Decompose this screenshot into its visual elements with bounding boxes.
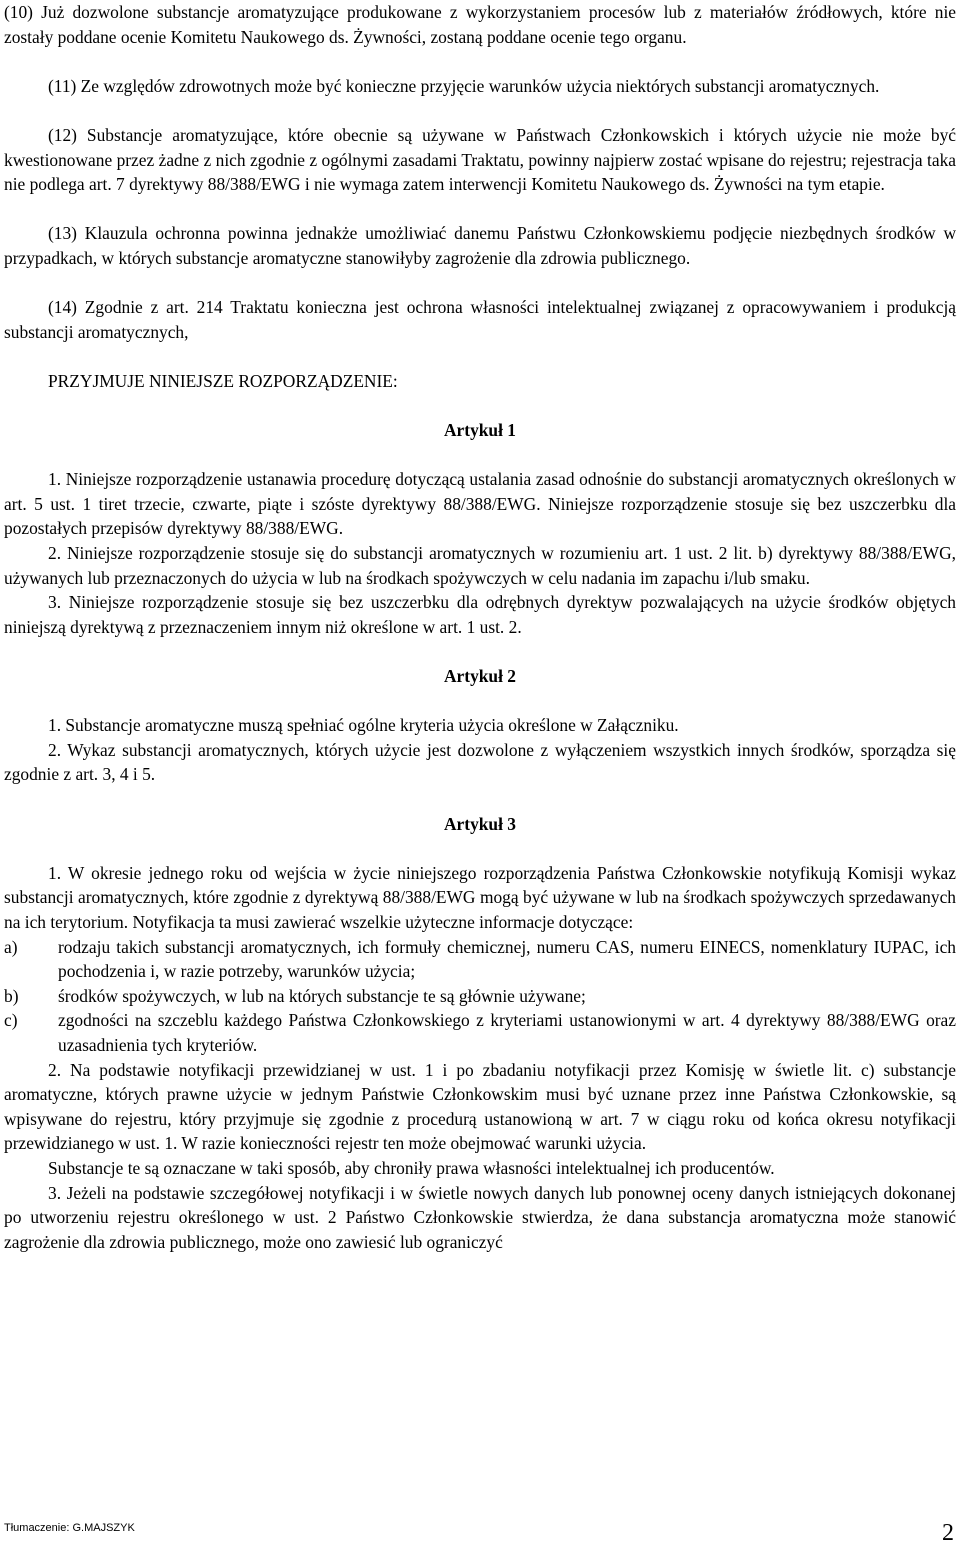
recital-12: (12) Substancje aromatyzujące, które obecnie są używane w Państwach Członkowskich i których użycie nie może być kwestionowane przez żadne z nich zgodnie z ogólnymi zasadami Traktatu, powinny najpierw zostać wpisane do rejestru; rejestracja taka nie podlega art. 7 dyrektywy 88/388/EWG i nie wymaga zatem interwencji Komitetu Naukowego ds. Żywności na tym etapie. bbox=[4, 124, 956, 195]
list-item-text: zgodności na szczeblu każdego Państwa Członkowskiego z kryteriami ustanowionymi w art. 4 dyrektywy 88/388/EWG oraz uzasadnienia tych kryteriów. bbox=[58, 1010, 956, 1055]
list-item-label: b) bbox=[4, 985, 19, 1006]
article-3-para-2b: Substancje te są oznaczane w taki sposób, aby chroniły prawa własności intelektualnej ich producentów. bbox=[48, 1157, 775, 1178]
article-3-para-3: 3. Jeżeli na podstawie szczegółowej notyfikacji i w świetle nowych danych lub ponownej oceny danych istniejących dokonanej po utworzeniu rejestru określonego w ust. 2 Państwo Członkowskie stwierdza, że dana substancja aromatyczna może stanowić zagrożenie dla zdrowia publicznego, może ono zawiesić lub ograniczyć bbox=[4, 1182, 956, 1252]
page-number: 2 bbox=[942, 1520, 954, 1546]
list-item bbox=[4, 1008, 956, 1057]
list-item-label: a) bbox=[4, 936, 18, 957]
recital-10: (10) Już dozwolone substancje aromatyzujące produkowane z wykorzystaniem procesów lub z materiałów źródłowych, które nie zostały poddane ocenie Komitetu Naukowego ds. Żywności, zostaną poddane ocenie tego organu. bbox=[4, 2, 956, 47]
recital-14: (14) Zgodnie z art. 214 Traktatu konieczna jest ochrona własności intelektualnej związanej z opracowywaniem i produkcją substancji aromatycznych, bbox=[4, 297, 956, 342]
list-item bbox=[4, 935, 956, 984]
article-1-heading: Artykuł 1 bbox=[444, 420, 516, 441]
list-item bbox=[4, 984, 956, 1009]
article-1-para-3: 3. Niniejsze rozporządzenie stosuje się bez uszczerbku dla odrębnych dyrektyw pozwalających na użycie środków objętych niniejszą dyrektywą z przeznaczeniem innym niż określone w art. 1 ust. 2. bbox=[4, 592, 956, 637]
list-item-label: c) bbox=[4, 1010, 18, 1031]
article-1-para-2: 2. Niniejsze rozporządzenie stosuje się do substancji aromatycznych w rozumieniu art. 1 ust. 2 lit. b) dyrektywy 88/388/EWG, używanych lub przeznaczonych do użycia w lub na środkach spożywczych w celu nadania im zapachu i/lub smaku. bbox=[4, 543, 956, 588]
article-2-heading: Artykuł 2 bbox=[444, 666, 516, 687]
list-item-text: rodzaju takich substancji aromatycznych, ich formuły chemicznej, numeru CAS, numeru EINECS, nomenklatury IUPAC, ich pochodzenia i, w razie potrzeby, warunków użycia; bbox=[58, 936, 956, 982]
recital-13: (13) Klauzula ochronna powinna jednakże umożliwiać danemu Państwu Członkowskiemu podjęcie niezbędnych środków w przypadkach, w których substancje aromatyczne stanowiłyby zagrożenie dla zdrowia publicznego. bbox=[4, 223, 956, 268]
article-2-para-2: 2. Wykaz substancji aromatycznych, których użycie jest dozwolone z wyłączeniem wszystkich innych środków, sporządza się zgodnie z art. 3, 4 i 5. bbox=[4, 739, 956, 785]
article-3-para-1: 1. W okresie jednego roku od wejścia w życie niniejszego rozporządzenia Państwa Członkowskie notyfikują Komisji wykaz substancji aromatycznych, które zgodnie z dyrektywą 88/388/EWG mogą być używane w lub na środkach spożywczych sprzedawanych na ich terytorium. Notyfikacja ta musi zawierać wszelkie użyteczne informacje dotyczące: bbox=[4, 862, 956, 932]
adoption-formula: PRZYJMUJE NINIEJSZE ROZPORZĄDZENIE: bbox=[48, 370, 398, 391]
article-3-heading: Artykuł 3 bbox=[444, 813, 516, 834]
list-item-text: środków spożywczych, w lub na których substancje te są głównie używane; bbox=[58, 985, 586, 1006]
article-3-para-2: 2. Na podstawie notyfikacji przewidzianej w ust. 1 i po zbadaniu notyfikacji przez Komisję w świetle lit. c) substancje aromatyczne, których prawne użycie w jednym Państwie Członkowskim musi być uznane przez inne Państwa Członkowskie, są wpisywane do rejestru, który przyjmuje się zgodnie z procedurą ustanowioną w art. 7 w ciągu roku od końca okresu notyfikacji przewidzianego w ust. 1. W razie konieczności rejestr ten może obejmować warunki użycia. bbox=[4, 1059, 956, 1154]
recital-11: (11) Ze względów zdrowotnych może być konieczne przyjęcie warunków użycia niektórych substancji aromatycznych. bbox=[48, 75, 880, 96]
translator-credit: Tłumaczenie: G.MAJSZYK bbox=[4, 1522, 135, 1534]
article-1-para-1: 1. Niniejsze rozporządzenie ustanawia procedurę dotyczącą ustalania zasad odnośnie do substancji aromatycznych określonych w art. 5 ust. 1 tiret trzecie, czwarte, piąte i szóste dyrektywy 88/388/EWG. Niniejsze rozporządzenie stosuje się bez uszczerbku dla pozostałych przepisów dyrektywy 88/388/EWG. bbox=[4, 469, 956, 539]
article-2-para-1: 1. Substancje aromatyczne muszą spełniać ogólne kryteria użycia określone w Załączniku. bbox=[48, 715, 679, 736]
